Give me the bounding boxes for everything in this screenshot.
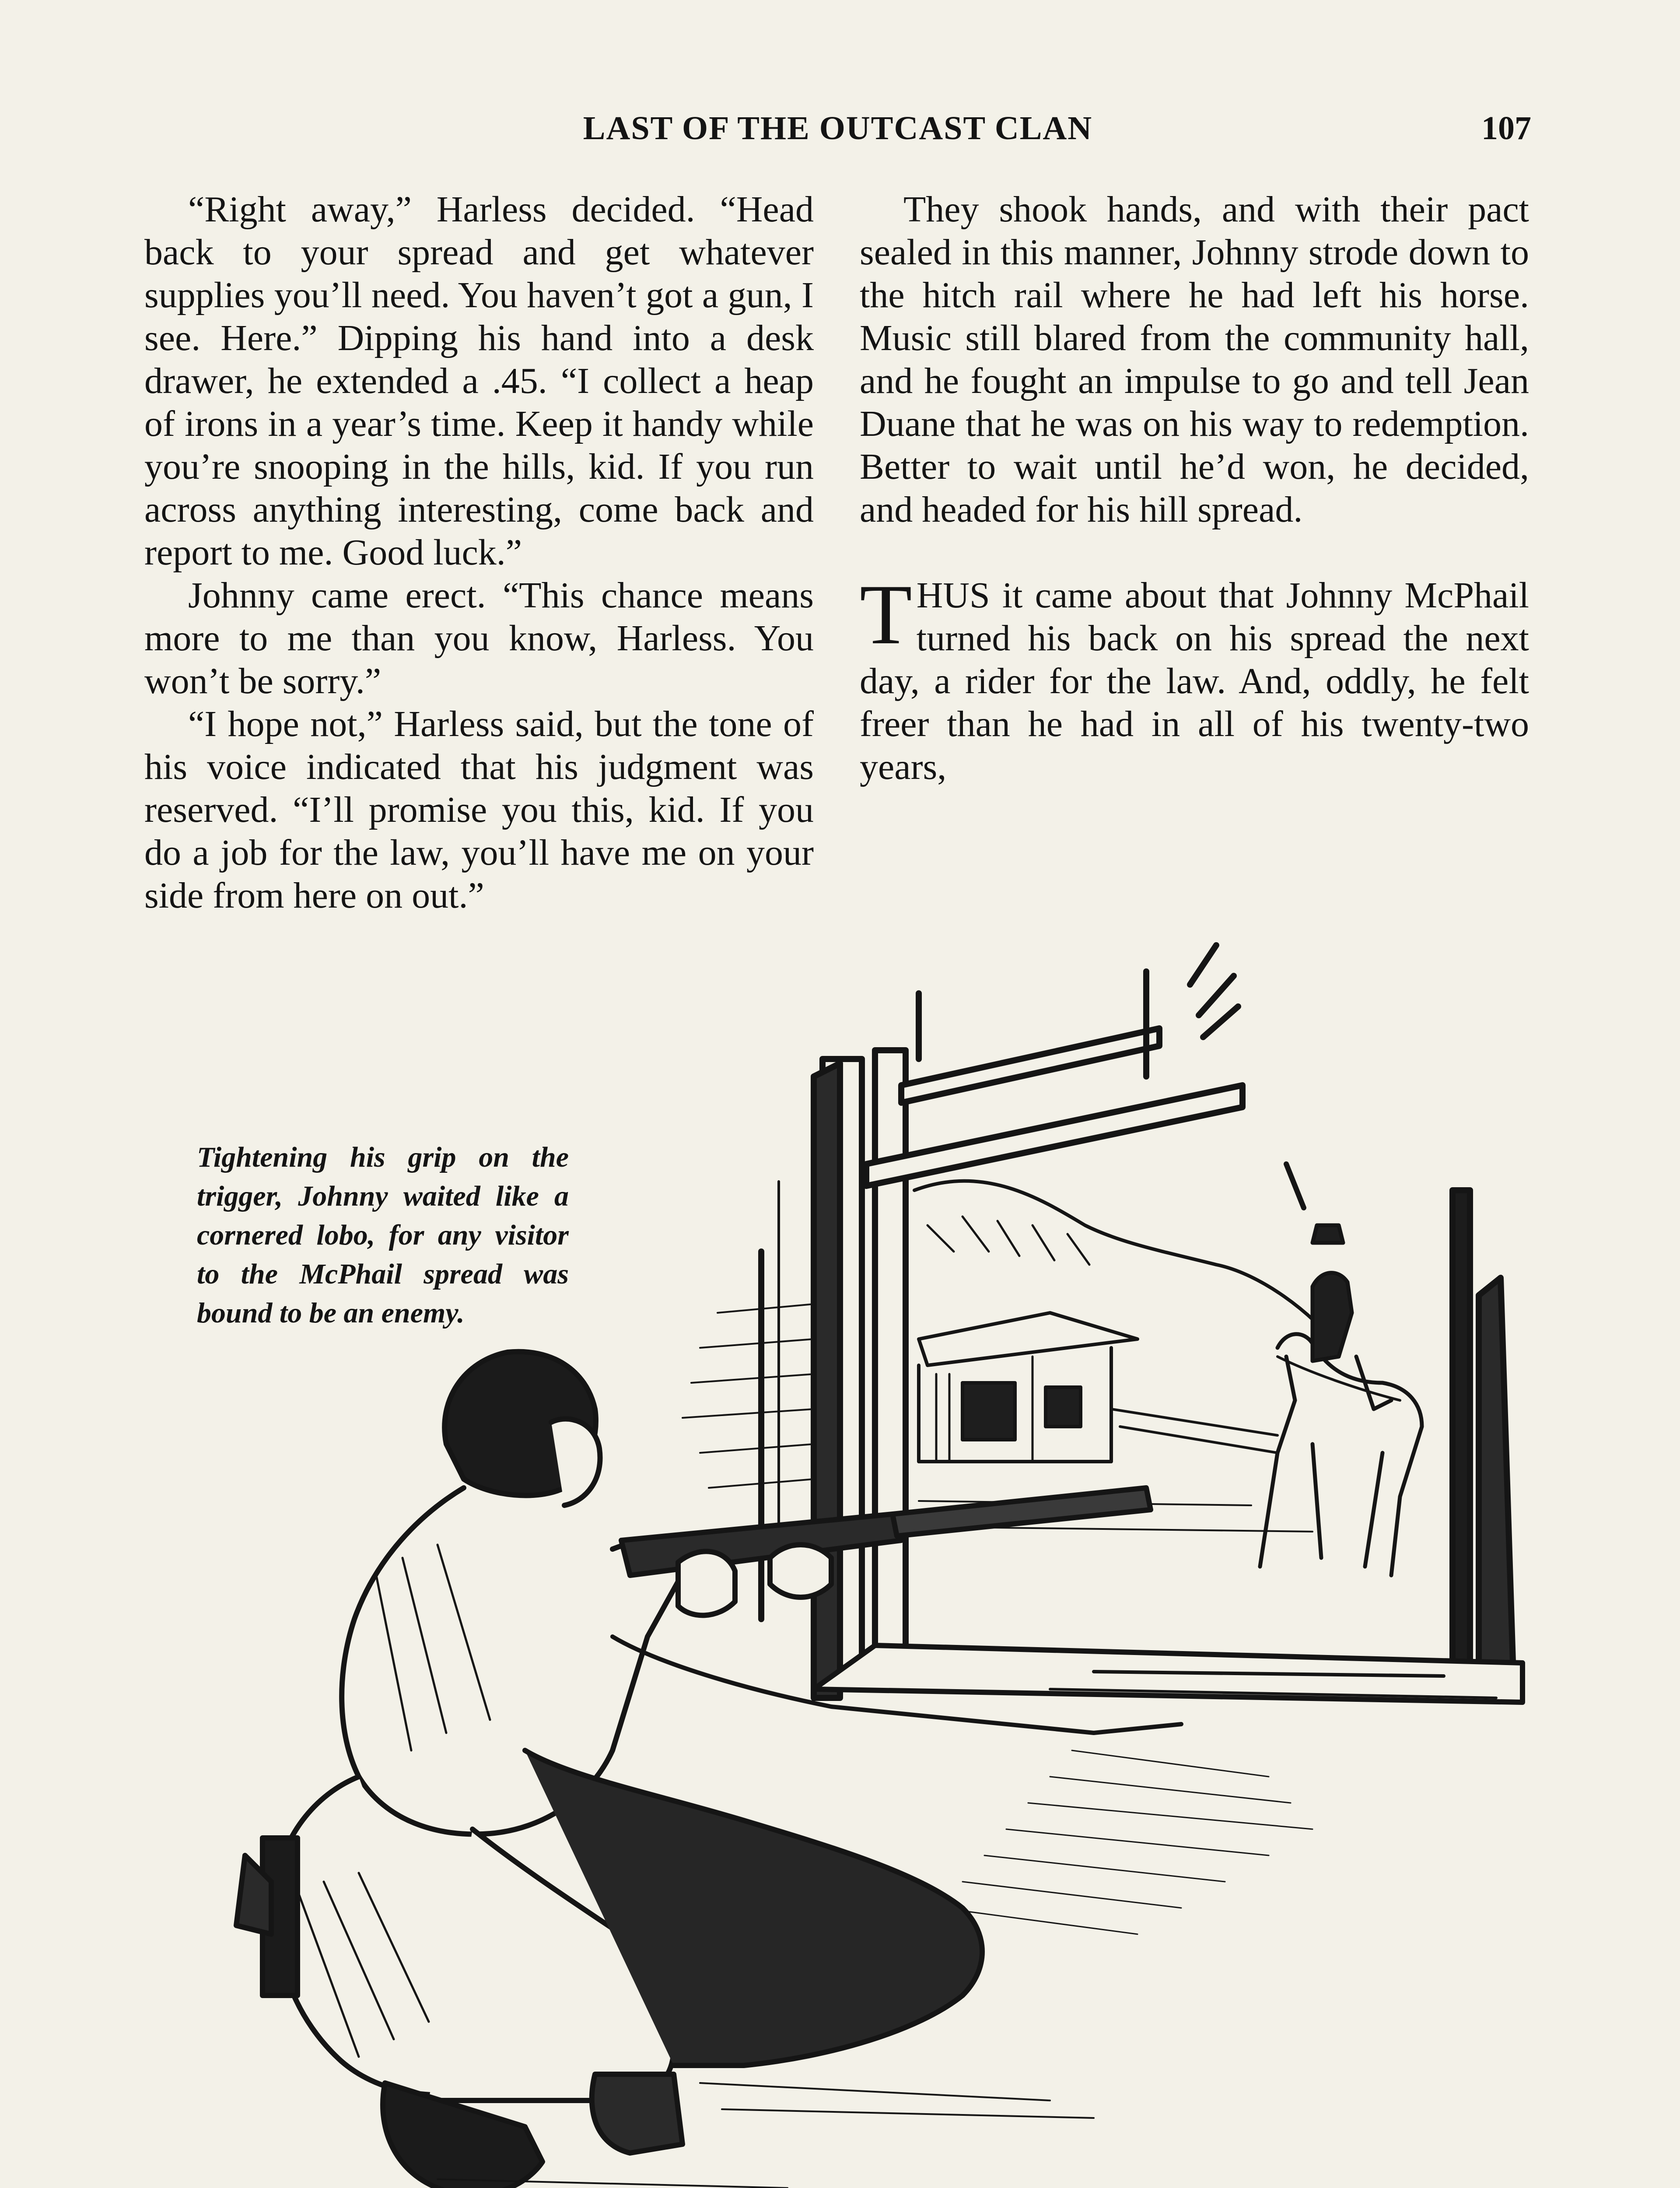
window-frame bbox=[814, 945, 1514, 1698]
window-sill bbox=[814, 1645, 1522, 1702]
paragraph: They shook hands, and with their pact sealed in this manner, Johnny strode down to the hitch rail where he had left his horse. Music still blared from the community hall, and he fought an impulse to go and tell Jean Duane that he was on his way to redemption. Better to wait until he’d won, he decided, and headed for his hill spread. bbox=[860, 189, 1529, 530]
illustration-caption: Tightening his grip on the trigger, Johnny waited like a cornered lobo, for any visitor to the McPhail spread was bound to be an enemy. bbox=[197, 1141, 569, 1329]
paragraph: Johnny came erect. “This chance means more to me than you know, Harless. You won’t be sorry.” bbox=[144, 575, 814, 701]
crouching-gunman bbox=[236, 1352, 1181, 2188]
paragraph: “I hope not,” Harless said, but the tone of his voice indicated that his judgment was reserved. “I’ll promise you this, kid. If you do a job for the law, you’ll have me on your side from here on out.” bbox=[144, 704, 814, 916]
page-header bbox=[144, 109, 1531, 158]
section-start-paragraph bbox=[860, 567, 1529, 789]
paragraph: “Right away,” Harless decided. “Head back to your spread and get whatever supplies you’ll need. You haven’t got a gun, I see. Here.” Dipping his hand into a desk drawer, he extended a .45. “I collect a heap of irons in a year’s time. Keep it handy while you’re snooping in the hills, kid. If you run across anything interesting, come back and report to me. Good luck.” bbox=[144, 189, 814, 573]
running-title: LAST OF THE OUTCAST CLAN bbox=[583, 110, 1093, 147]
illustration-gunman-at-window bbox=[131, 919, 1553, 2188]
left-text-column bbox=[144, 188, 814, 917]
distant-rider bbox=[1260, 1164, 1422, 1575]
drop-cap: T bbox=[860, 567, 912, 662]
page-number: 107 bbox=[1481, 110, 1531, 147]
paragraph-text: HUS it came about that Johnny McPhail turned his back on his spread the next day, a rider for the law. And, oddly, he felt freer than he had in all of his twenty-two years, bbox=[860, 575, 1529, 787]
right-text-column bbox=[860, 188, 1529, 789]
